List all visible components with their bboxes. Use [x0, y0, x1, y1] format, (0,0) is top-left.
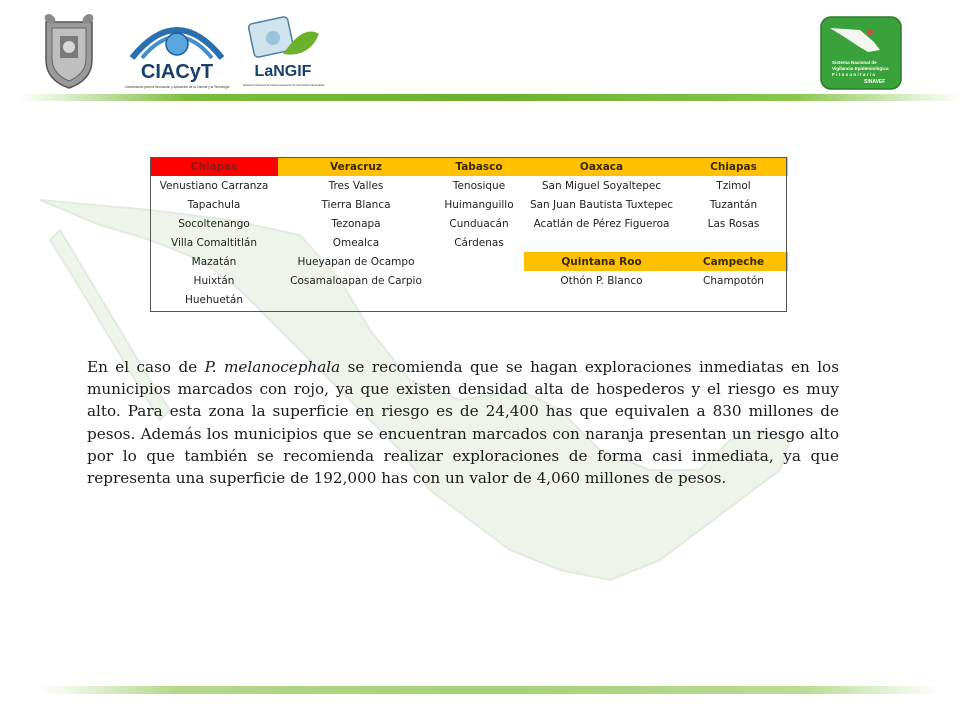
table-cell: Tres Valles	[328, 179, 384, 192]
header-tabasco: Tabasco	[434, 157, 524, 176]
table-cell: Mazatán	[191, 255, 237, 268]
table-cell: Huixtán	[193, 274, 235, 287]
header-oaxaca: Oaxaca	[524, 157, 679, 176]
paragraph-body: se recomienda que se hagan exploraciones inmediatas en los municipios marcados con rojo, ya que existen densidad alta de hospederos y el riesgo es muy alto. Para esta zona la superficie en riesgo es de 24,400 has que equivalen a 830 millones de pesos. Además los municipios que se encuentran marcados con naranja presentan un riesgo alto por lo que también se recomienda realizar exploraciones de forma casi inmediata, ya que representa una superficie de 192,000 has con un valor de 4,060 millones de pesos.	[87, 358, 839, 488]
sinavef-logo	[820, 16, 902, 90]
footer-divider	[40, 686, 940, 694]
sinavef-emblem-icon	[820, 16, 902, 90]
langif-emblem-icon	[243, 14, 325, 94]
table-cell: San Juan Bautista Tuxtepec	[529, 198, 674, 211]
table-cell: Villa Comaltitlán	[171, 236, 257, 249]
university-crest-logo	[40, 12, 98, 90]
table-cell	[434, 271, 524, 290]
table-cell	[434, 252, 524, 271]
table-cell	[278, 290, 434, 309]
table-cell: Othón P. Blanco	[560, 274, 643, 287]
sinavef-line-2: Vigilancia Epidemiológica	[832, 66, 889, 71]
table-cell: Tenosique	[452, 179, 506, 192]
ciacyt-emblem-icon	[122, 12, 232, 92]
table-row	[150, 214, 788, 233]
table-cell: Socoltenango	[178, 217, 250, 230]
table-cell: Cosamaloapan de Carpio	[290, 274, 422, 287]
header-chiapas-very-high: Chiapas	[150, 157, 278, 176]
table-cell: Acatlán de Pérez Figueroa	[533, 217, 670, 230]
langif-subtitle: Laboratorio Nacional de Geoprocesamiento de Información Fitosanitaria	[243, 84, 325, 87]
table-row	[150, 195, 788, 214]
municipalities-table	[150, 157, 788, 309]
species-name: P. melanocephala	[204, 358, 341, 376]
table-cell	[524, 233, 679, 252]
table-cell: San Miguel Soyaltepec	[541, 179, 662, 192]
table-cell: Huehuetán	[185, 293, 243, 306]
langif-wordmark: LaNGIF	[254, 63, 312, 80]
paragraph-intro: En el caso de	[87, 358, 205, 376]
table-cell: Las Rosas	[707, 217, 760, 230]
ciacyt-subtitle: Coordinación para la Innovación y Aplicación de la Ciencia y la Tecnología	[124, 85, 230, 89]
table-cell: Tapachula	[187, 198, 241, 211]
ciacyt-wordmark: CIACyT	[140, 61, 214, 83]
table-cell: Cárdenas	[454, 236, 504, 249]
table-row	[150, 271, 788, 290]
sinavef-line-4: SINAVEF	[864, 79, 886, 85]
table-row	[150, 290, 788, 309]
header-veracruz: Veracruz	[278, 157, 434, 176]
table-row	[150, 176, 788, 195]
table-cell: Tezonapa	[331, 217, 381, 230]
table-cell: Hueyapan de Ocampo	[297, 255, 415, 268]
table-cell: Venustiano Carranza	[159, 179, 269, 192]
table-cell	[679, 233, 788, 252]
sinavef-line-3: Fitosanitaria	[832, 72, 877, 77]
header-campeche: Campeche	[679, 252, 788, 271]
table-cell: Tzimol	[716, 179, 751, 192]
table-row	[150, 252, 788, 271]
ciacyt-logo	[122, 12, 232, 92]
table-cell	[434, 290, 524, 309]
table-cell: Cunduacán	[449, 217, 509, 230]
table-header-row	[150, 157, 788, 176]
body-paragraph	[87, 356, 839, 489]
table-cell: Tuzantán	[709, 198, 758, 211]
table-cell	[524, 290, 679, 309]
langif-logo	[243, 14, 325, 94]
header-quintana-roo: Quintana Roo	[524, 252, 679, 271]
sinavef-line-1: Sistema Nacional de	[832, 60, 877, 65]
table-cell	[679, 290, 788, 309]
table-row	[150, 233, 788, 252]
table-cell: Champotón	[703, 274, 764, 287]
table-cell: Omealca	[332, 236, 380, 249]
header-chiapas-high: Chiapas	[679, 157, 788, 176]
table-cell: Huimanguillo	[444, 198, 514, 211]
table-cell: Tierra Blanca	[321, 198, 391, 211]
header-divider	[20, 94, 960, 101]
